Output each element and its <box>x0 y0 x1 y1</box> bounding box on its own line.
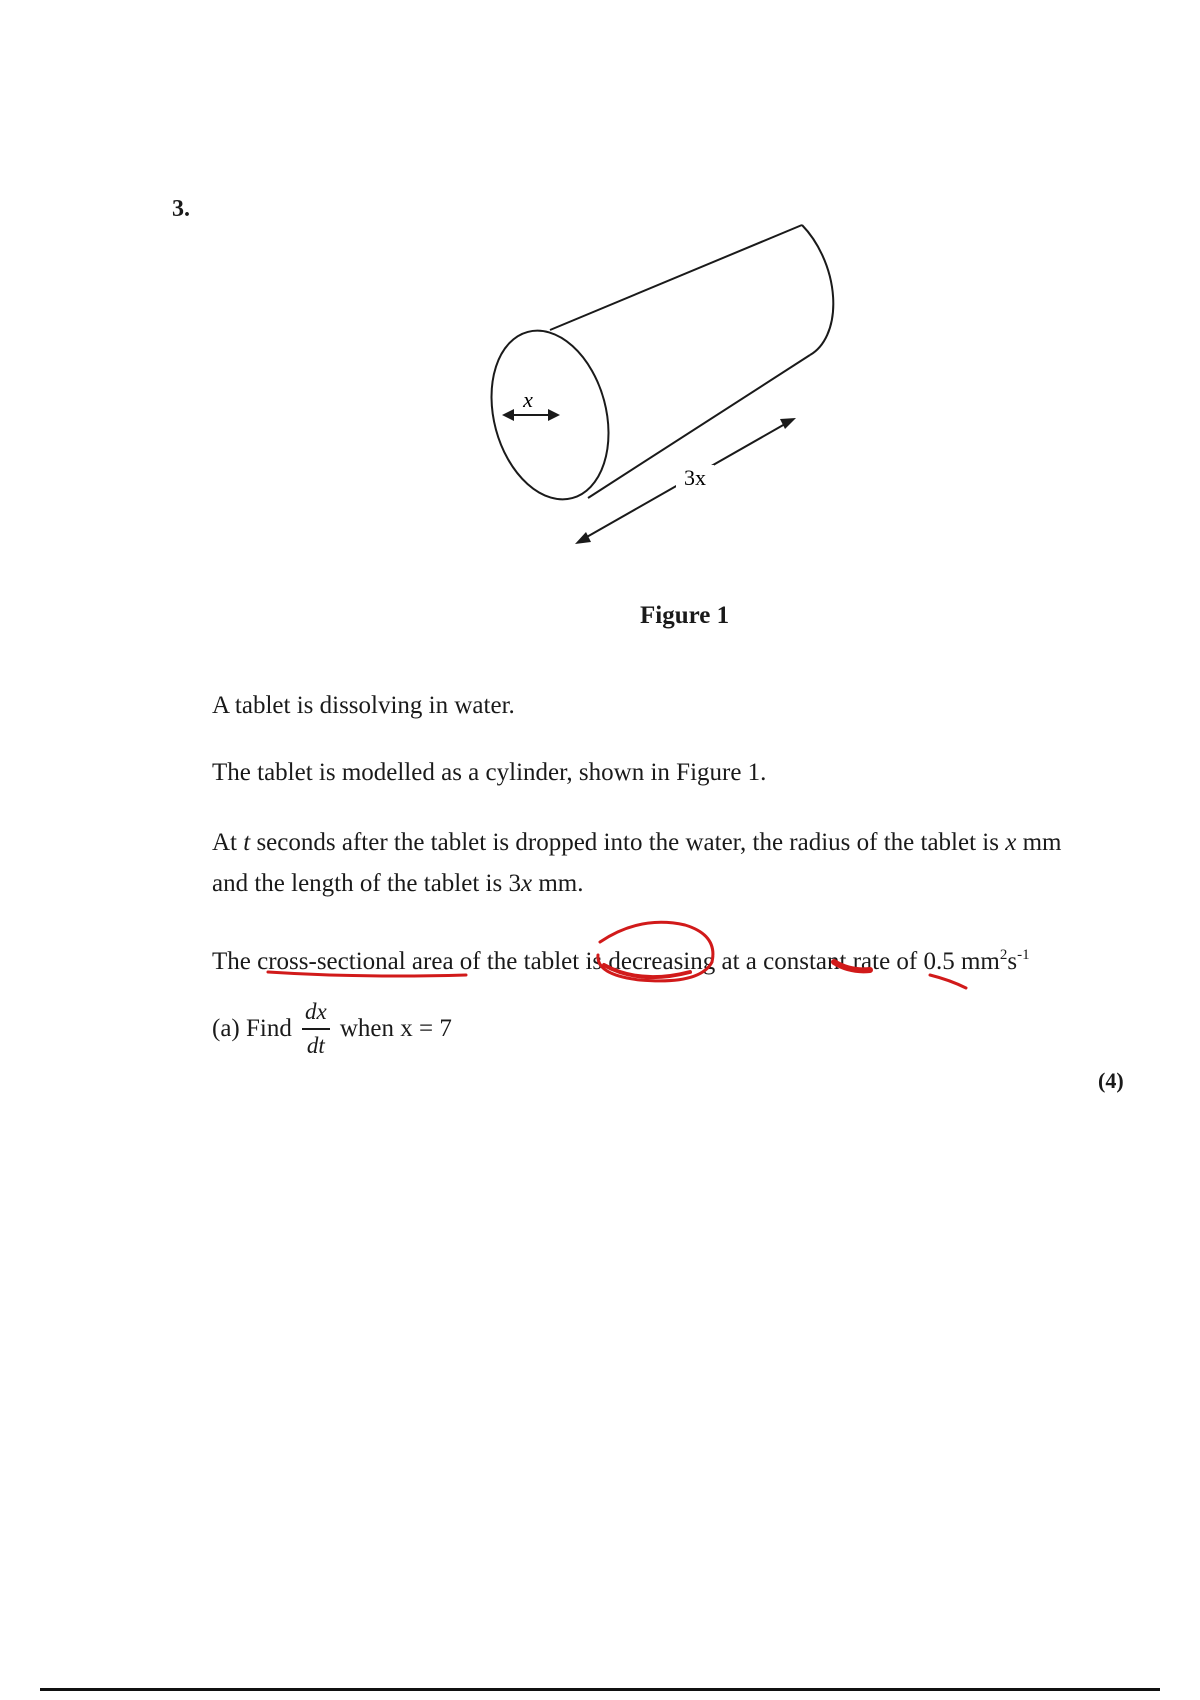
para3-text-3: mm <box>1016 829 1062 856</box>
superscript-2: 2 <box>999 947 1008 963</box>
var-t: t <box>243 829 251 856</box>
paragraph-2: The tablet is modelled as a cylinder, shown in Figure 1. <box>212 759 767 786</box>
para3-text-2: seconds after the tablet is dropped into the water, the radius of the tablet is <box>250 829 1006 856</box>
para3-text-1: At <box>212 829 244 856</box>
length-arrowhead-right <box>780 418 796 429</box>
paragraph-4 <box>212 937 1030 980</box>
question-number: 3. <box>172 196 190 222</box>
var-x: x <box>1005 829 1017 856</box>
fraction-denominator: dt <box>306 1032 325 1058</box>
length-label: 3x <box>684 465 706 490</box>
para3b-text-2: mm. <box>532 870 584 897</box>
part-a-condition: when x = 7 <box>339 1014 452 1042</box>
length-arrowhead-left <box>575 532 591 544</box>
var-x-length: x <box>520 870 533 897</box>
fraction-numerator: dx <box>305 999 327 1024</box>
cylinder-top-edge <box>550 225 802 330</box>
paragraph-1: A tablet is dissolving in water. <box>212 692 515 719</box>
bottom-rule <box>40 1688 1160 1691</box>
derivative-fraction <box>302 998 330 1060</box>
part-a-label: (a) Find <box>212 1014 292 1042</box>
para4-text-2: s <box>1007 948 1018 975</box>
para4-text-1: The cross-sectional area of the tablet is decreasing at a constant rate of 0.5 mm <box>212 948 1000 975</box>
paragraph-3 <box>212 825 1062 861</box>
marks-label: (4) <box>1098 1068 1124 1093</box>
cylinder-back-edge <box>802 225 833 355</box>
radius-label: x <box>523 387 533 412</box>
figure-caption: Figure 1 <box>640 602 730 629</box>
part-a <box>212 998 452 1060</box>
para3b-text-1: and the length of the tablet is 3 <box>212 870 521 897</box>
paragraph-3-line-2 <box>212 866 583 902</box>
fraction-bar <box>302 1028 330 1030</box>
superscript-neg1: -1 <box>1017 947 1030 963</box>
cylinder-figure <box>480 215 900 560</box>
